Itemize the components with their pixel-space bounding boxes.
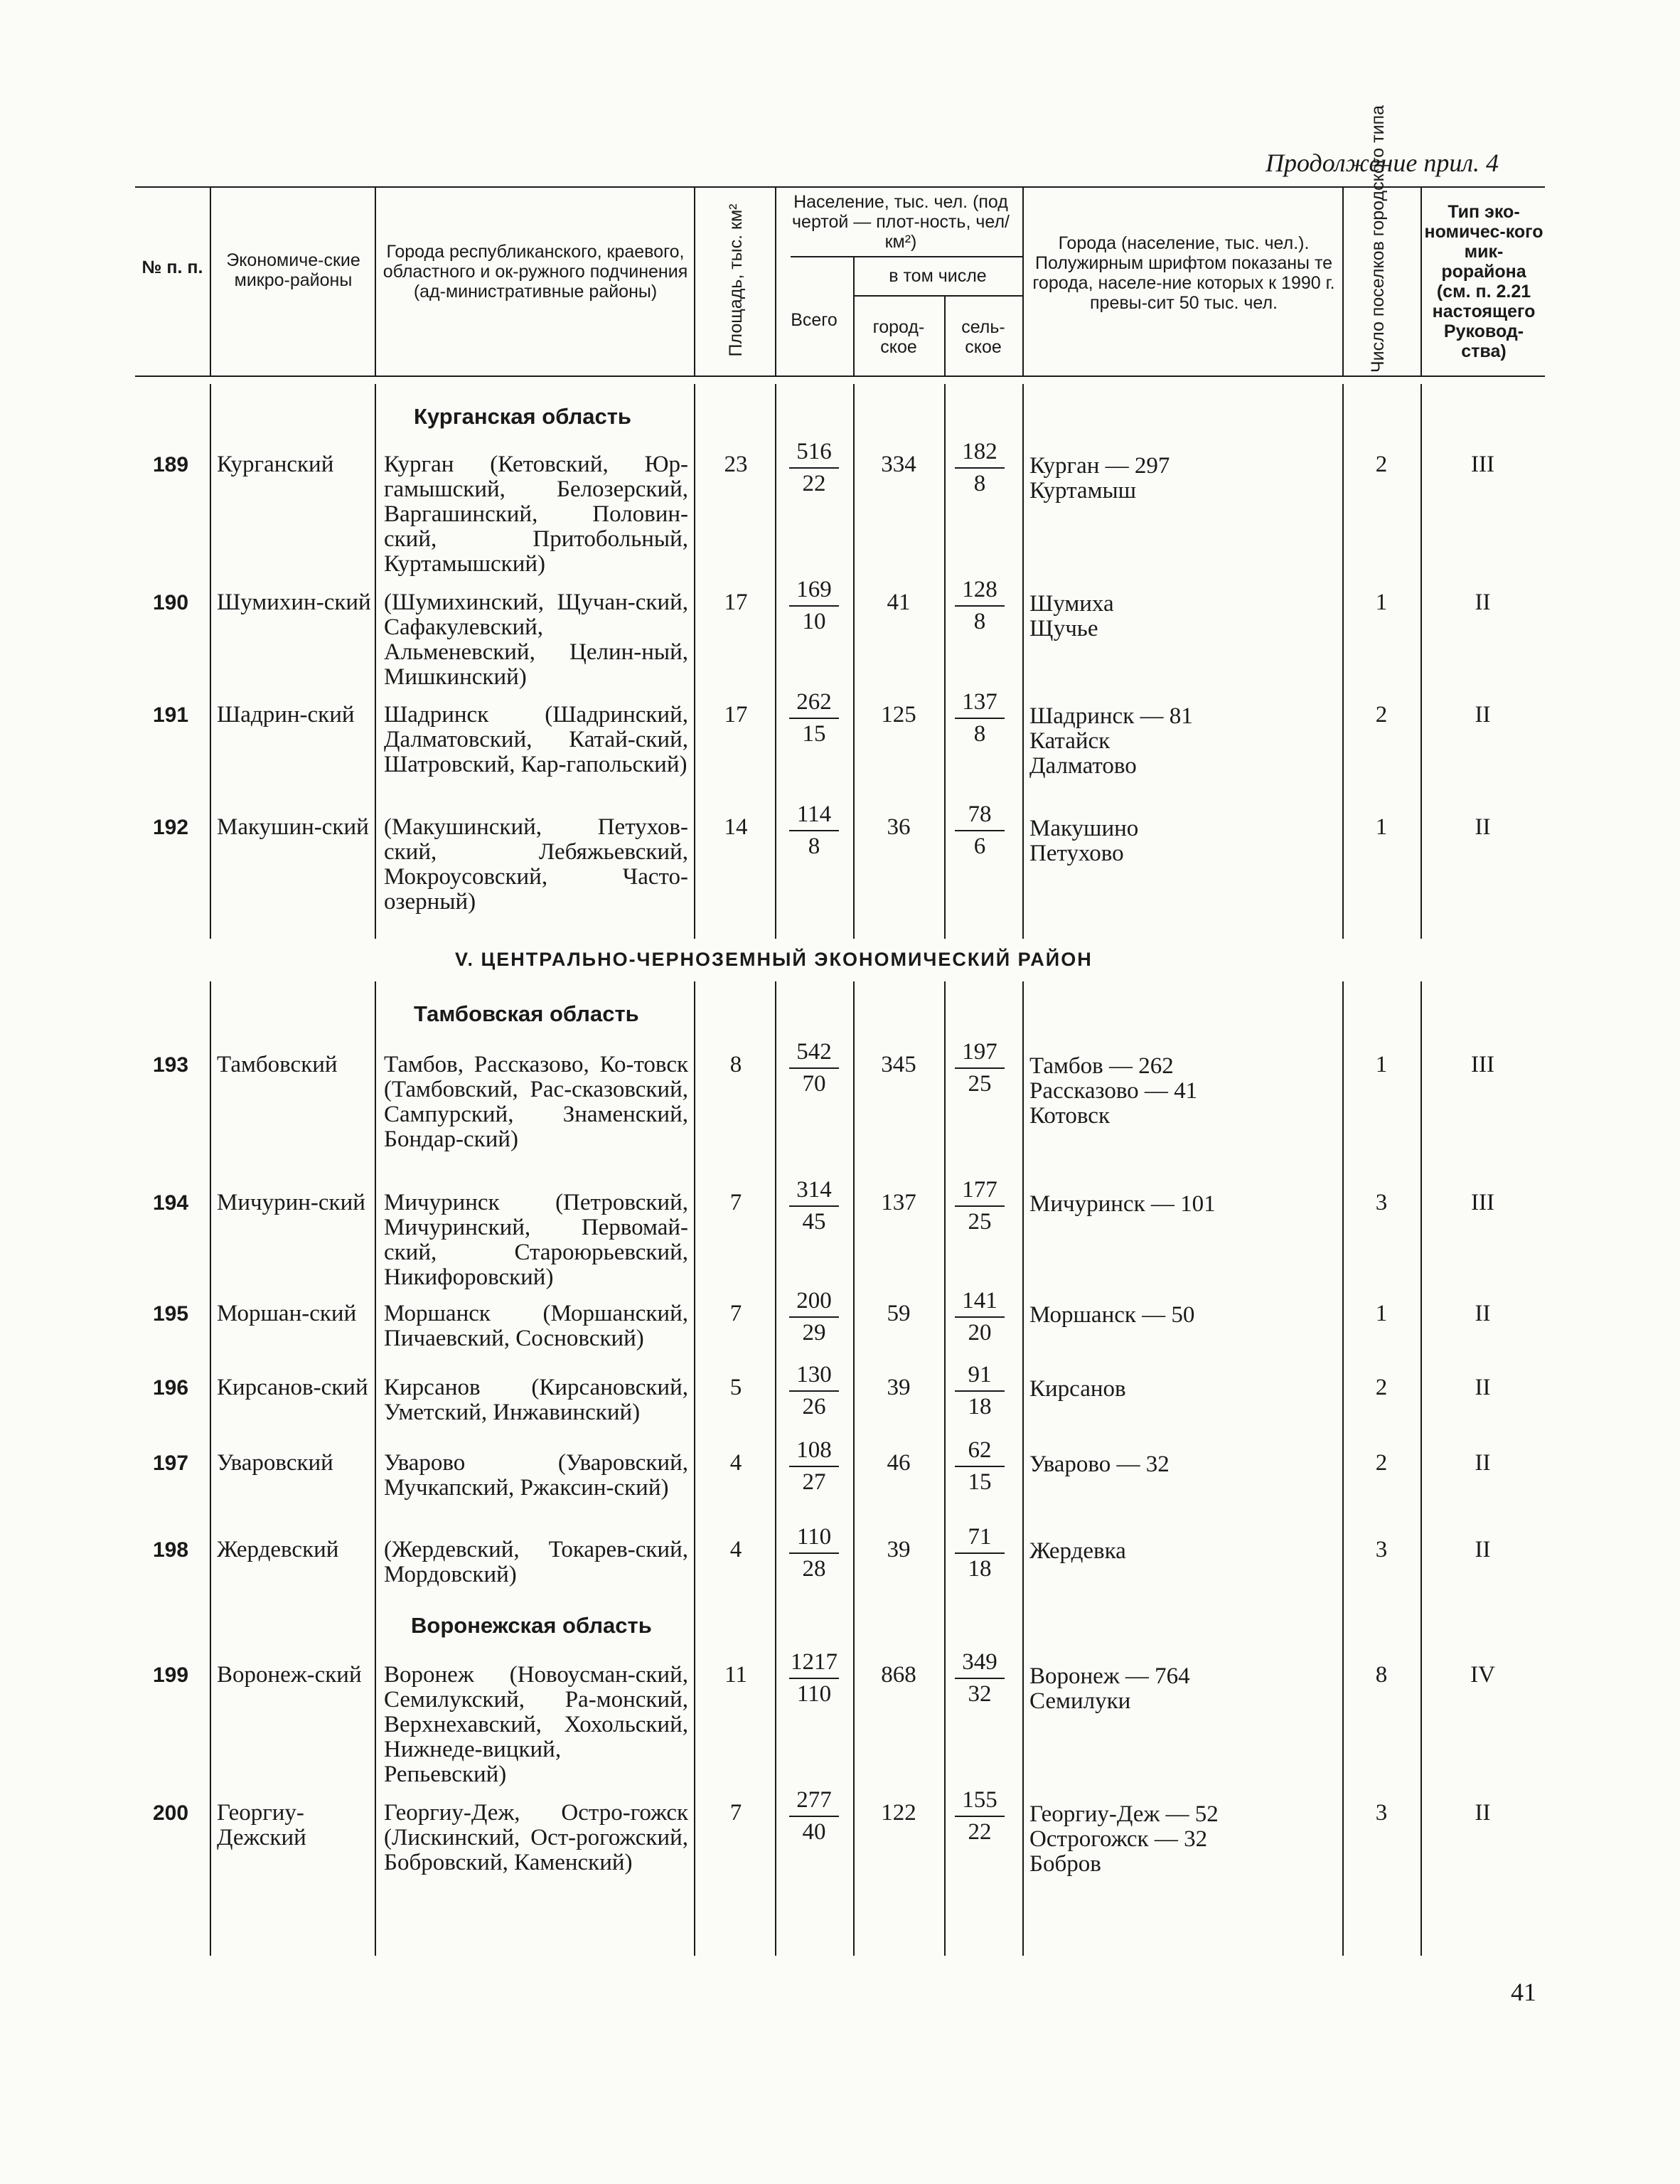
- town-entry: Макушино: [1029, 816, 1139, 841]
- total-density: 26: [802, 1394, 826, 1419]
- cities-districts: (Шумихинский, Щучан-ский, Сафакулевский, Альменевский, Целин-ный, Мишкинский): [384, 590, 688, 690]
- body-vline: [853, 981, 855, 1956]
- rural-population: 91: [955, 1363, 1005, 1392]
- total-population: 1217: [789, 1650, 839, 1679]
- total-fraction: [789, 577, 839, 634]
- hdr-vline: [210, 186, 211, 375]
- total-population: 542: [789, 1040, 839, 1069]
- total-density: 27: [802, 1469, 826, 1495]
- micro-district: Георгиу-Дежский: [217, 1800, 306, 1850]
- total-fraction: [789, 1438, 839, 1495]
- total-fraction: [789, 1363, 839, 1419]
- header-urban: город-ское: [872, 317, 925, 357]
- total-fraction: [789, 802, 839, 859]
- rural-population: 62: [955, 1438, 1005, 1467]
- total-density: 40: [802, 1819, 826, 1845]
- town-entry: Георгиу-Деж — 52: [1029, 1801, 1219, 1827]
- area-value: 17: [724, 590, 748, 615]
- town-entry: Рассказово — 41: [1029, 1078, 1198, 1104]
- total-fraction: [789, 440, 839, 496]
- rural-density: 8: [973, 721, 986, 747]
- header-rural: сель-ское: [961, 317, 1005, 357]
- rural-density: 18: [968, 1394, 992, 1419]
- total-density: 45: [802, 1209, 826, 1235]
- total-density: 28: [802, 1556, 826, 1582]
- total-density: 70: [802, 1071, 826, 1097]
- micro-district: Мичурин-ский: [217, 1190, 365, 1215]
- total-fraction: [789, 1040, 839, 1097]
- total-population: 169: [789, 577, 839, 607]
- cities-districts: (Жердевский, Токарев-ский, Мордовский): [384, 1537, 688, 1587]
- town-entry: Моршанск — 50: [1029, 1302, 1195, 1328]
- total-population: 114: [789, 802, 839, 831]
- settlements-count: 8: [1375, 1662, 1388, 1688]
- settlements-count: 3: [1375, 1800, 1388, 1826]
- town-entry: Курган — 297: [1029, 453, 1170, 479]
- town-entry: Воронеж — 764: [1029, 1663, 1190, 1689]
- rural-fraction: [955, 1438, 1005, 1495]
- rural-density: 18: [968, 1556, 992, 1582]
- settlements-count: 1: [1375, 1052, 1388, 1077]
- urban-population: 59: [887, 1301, 911, 1326]
- row-number: 194: [152, 1191, 189, 1215]
- urban-population: 122: [881, 1800, 916, 1826]
- urban-population: 36: [887, 814, 911, 840]
- rural-fraction: [955, 690, 1005, 747]
- population-subrule: [791, 256, 1022, 257]
- total-fraction: [789, 1178, 839, 1235]
- rural-fraction: [955, 1650, 1005, 1707]
- body-vline: [1420, 384, 1422, 939]
- total-population: 262: [789, 690, 839, 719]
- towns-list: [1029, 816, 1335, 866]
- total-density: 15: [802, 721, 826, 747]
- town-entry: Бобров: [1029, 1851, 1101, 1877]
- town-entry: Тамбов — 262: [1029, 1053, 1174, 1079]
- settlements-count: 3: [1375, 1537, 1388, 1562]
- total-population: 314: [789, 1178, 839, 1207]
- section-voronezh: Воронежская область: [411, 1613, 652, 1638]
- rural-fraction: [955, 1178, 1005, 1235]
- town-entry: Петухово: [1029, 841, 1124, 866]
- area-value: 7: [729, 1301, 742, 1326]
- body-vline: [210, 384, 211, 939]
- total-density: 8: [808, 833, 820, 859]
- cities-districts: (Макушинский, Петухов-ский, Лебяжьевский, Мокроусовский, Часто-озерный): [384, 814, 688, 915]
- rural-population: 141: [955, 1289, 1005, 1318]
- cities-districts: Воронеж (Новоусман-ский, Семилукский, Ра-монский, Верхнехавский, Хохольский, Нижнеде-вицкий, Репьевский): [384, 1662, 688, 1787]
- body-vline: [1022, 384, 1024, 939]
- area-value: 7: [729, 1800, 742, 1826]
- header-towns: Города (население, тыс. чел.). Полужирным шрифтом показаны те города, населе-ние которых к 1990 г. превы-сит 50 тыс. чел.: [1032, 233, 1335, 313]
- settlements-count: 2: [1375, 702, 1388, 728]
- urban-population: 334: [881, 452, 916, 477]
- row-number: 191: [152, 703, 189, 727]
- row-number: 197: [152, 1451, 189, 1475]
- micro-district: Макушин-ский: [217, 814, 369, 840]
- rural-density: 25: [968, 1071, 992, 1097]
- area-value: 23: [724, 452, 748, 477]
- rural-population: 137: [955, 690, 1005, 719]
- page-number: 41: [1511, 1978, 1536, 2006]
- town-entry: Жердевка: [1029, 1538, 1126, 1564]
- total-population: 110: [789, 1525, 839, 1554]
- urban-population: 868: [881, 1662, 916, 1688]
- total-population: 200: [789, 1289, 839, 1318]
- rural-fraction: [955, 1525, 1005, 1582]
- urban-population: 125: [881, 702, 916, 728]
- urban-population: 46: [887, 1450, 911, 1476]
- section-tambov: Тамбовская область: [414, 1001, 639, 1026]
- micro-district: Жердевский: [217, 1537, 339, 1562]
- town-entry: Далматово: [1029, 753, 1137, 779]
- rural-fraction: [955, 1363, 1005, 1419]
- row-number: 196: [152, 1376, 189, 1400]
- settlements-count: 2: [1375, 452, 1388, 477]
- town-entry: Мичуринск — 101: [1029, 1191, 1216, 1217]
- header-type: Тип эко-номичес-кого мик-рорайона (см. п. 2.21 настоящего Руковод-ства): [1424, 202, 1543, 361]
- total-density: 110: [796, 1681, 832, 1707]
- body-vline: [1342, 384, 1344, 939]
- total-fraction: [789, 1289, 839, 1346]
- rural-density: 20: [968, 1320, 992, 1346]
- towns-list: [1029, 704, 1335, 779]
- row-number: 198: [152, 1538, 189, 1562]
- rural-fraction: [955, 1788, 1005, 1845]
- rural-population: 182: [955, 440, 1005, 469]
- cities-districts: Уварово (Уваровский, Мучкапский, Ржаксин-ский): [384, 1450, 688, 1501]
- total-population: 130: [789, 1363, 839, 1392]
- rural-density: 15: [968, 1469, 992, 1495]
- rural-fraction: [955, 802, 1005, 859]
- area-value: 17: [724, 702, 748, 728]
- town-entry: Острогожск — 32: [1029, 1826, 1208, 1852]
- body-vline: [694, 981, 695, 1956]
- hdr-vline: [1342, 186, 1344, 375]
- micro-type: II: [1475, 1537, 1491, 1562]
- body-vline: [775, 384, 776, 939]
- towns-list: [1029, 1377, 1335, 1402]
- hdr-vline: [694, 186, 695, 375]
- header-micro: Экономиче-ские микро-районы: [226, 250, 360, 290]
- micro-type: IV: [1470, 1662, 1495, 1688]
- header-in-number: в том числе: [889, 266, 987, 286]
- body-vline: [210, 981, 211, 1956]
- rural-density: 8: [973, 471, 986, 496]
- town-entry: Катайск: [1029, 728, 1111, 754]
- body-vline: [694, 384, 695, 939]
- cities-districts: Шадринск (Шадринский, Далматовский, Катай-ский, Шатровский, Кар-гапольский): [384, 702, 688, 777]
- rural-density: 6: [973, 833, 986, 859]
- micro-district: Воронеж-ский: [217, 1662, 362, 1688]
- micro-type: III: [1471, 1190, 1494, 1215]
- towns-list: [1029, 1539, 1335, 1564]
- urban-population: 137: [881, 1190, 916, 1215]
- urban-population: 39: [887, 1537, 911, 1562]
- cities-districts: Тамбов, Рассказово, Ко-товск (Тамбовский, Рас-сказовский, Сампурский, Знаменский, Бондар-ский): [384, 1052, 688, 1152]
- urban-population: 345: [881, 1052, 916, 1077]
- total-population: 108: [789, 1438, 839, 1467]
- total-population: 516: [789, 440, 839, 469]
- settlements-count: 2: [1375, 1375, 1388, 1400]
- rural-population: 128: [955, 577, 1005, 607]
- total-fraction: [789, 1650, 839, 1707]
- rural-fraction: [955, 1040, 1005, 1097]
- total-density: 22: [802, 471, 826, 496]
- section-kurgan: Курганская область: [414, 404, 631, 429]
- rural-population: 349: [955, 1650, 1005, 1679]
- row-number: 193: [152, 1053, 189, 1077]
- towns-list: [1029, 592, 1335, 641]
- towns-list: [1029, 1664, 1335, 1714]
- cities-districts: Кирсанов (Кирсановский, Уметский, Инжавинский): [384, 1375, 688, 1425]
- cities-districts: Моршанск (Моршанский, Пичаевский, Сосновский): [384, 1301, 688, 1351]
- settlements-count: 1: [1375, 1301, 1388, 1326]
- header-population: Население, тыс. чел. (под чертой — плот-ность, чел/км²): [792, 192, 1010, 252]
- rural-population: 71: [955, 1525, 1005, 1554]
- rural-population: 197: [955, 1040, 1005, 1069]
- hdr-vline: [1022, 186, 1024, 375]
- area-value: 4: [729, 1537, 742, 1562]
- town-entry: Семилуки: [1029, 1688, 1131, 1714]
- urban-population: 39: [887, 1375, 911, 1400]
- micro-type: III: [1471, 1052, 1494, 1077]
- row-number: 189: [152, 453, 189, 476]
- rural-density: 25: [968, 1209, 992, 1235]
- chapter-title: V. ЦЕНТРАЛЬНО-ЧЕРНОЗЕМНЫЙ ЭКОНОМИЧЕСКИЙ РАЙОН: [455, 949, 1093, 970]
- rural-fraction: [955, 440, 1005, 496]
- towns-list: [1029, 1802, 1335, 1877]
- rural-fraction: [955, 577, 1005, 634]
- towns-list: [1029, 454, 1335, 504]
- town-entry: Щучье: [1029, 616, 1098, 641]
- micro-district: Кирсанов-ский: [217, 1375, 368, 1400]
- town-entry: Шадринск — 81: [1029, 703, 1193, 729]
- town-entry: Шумиха: [1029, 591, 1114, 617]
- rural-fraction: [955, 1289, 1005, 1346]
- towns-list: [1029, 1054, 1335, 1129]
- micro-type: II: [1475, 1301, 1491, 1326]
- area-value: 11: [724, 1662, 747, 1688]
- hdr-vline: [944, 295, 946, 375]
- town-entry: Куртамыш: [1029, 478, 1137, 504]
- settlements-count: 1: [1375, 814, 1388, 840]
- hdr-vline: [1420, 186, 1422, 375]
- area-value: 14: [724, 814, 748, 840]
- area-value: 7: [729, 1190, 742, 1215]
- header-no: № п. п.: [141, 257, 203, 277]
- settlements-count: 3: [1375, 1190, 1388, 1215]
- cities-districts: Георгиу-Деж, Остро-гожск (Лискинский, Ост-рогожский, Бобровский, Каменский): [384, 1800, 688, 1875]
- micro-type: II: [1475, 590, 1491, 615]
- header-total: Всего: [791, 310, 838, 330]
- body-vline: [944, 384, 946, 939]
- micro-district: Шадрин-ский: [217, 702, 355, 728]
- total-population: 277: [789, 1788, 839, 1817]
- rural-density: 8: [973, 609, 986, 634]
- settlements-count: 1: [1375, 590, 1388, 615]
- rural-population: 177: [955, 1178, 1005, 1207]
- hdr-vline: [375, 186, 376, 375]
- towns-list: [1029, 1452, 1335, 1477]
- rural-density: 22: [968, 1819, 992, 1845]
- micro-type: II: [1475, 1800, 1491, 1826]
- micro-district: Моршан-ский: [217, 1301, 357, 1326]
- total-fraction: [789, 690, 839, 747]
- total-density: 29: [802, 1320, 826, 1346]
- micro-type: II: [1475, 702, 1491, 728]
- cities-districts: Курган (Кетовский, Юр-гамышский, Белозерский, Варгашинский, Половин-ский, Притобольный, Куртамышский): [384, 452, 688, 577]
- micro-type: II: [1475, 814, 1491, 840]
- table-top-rule: [135, 186, 1545, 188]
- body-vline: [853, 384, 855, 939]
- population-subrule-2: [853, 295, 1022, 297]
- body-vline: [775, 981, 776, 1956]
- town-entry: Котовск: [1029, 1103, 1110, 1129]
- micro-district: Уваровский: [217, 1450, 333, 1476]
- towns-list: [1029, 1303, 1335, 1328]
- rural-density: 32: [968, 1681, 992, 1707]
- body-vline: [1022, 981, 1024, 1956]
- micro-district: Шумихин-ский: [217, 590, 371, 615]
- settlements-count: 2: [1375, 1450, 1388, 1476]
- hdr-vline: [853, 256, 855, 375]
- header-cities: Города республиканского, краевого, областного и ок-ружного подчинения (ад-министративные районы): [382, 242, 688, 302]
- row-number: 192: [152, 816, 189, 839]
- row-number: 199: [152, 1663, 189, 1687]
- body-vline: [375, 981, 376, 1956]
- total-fraction: [789, 1788, 839, 1845]
- micro-district: Тамбовский: [217, 1052, 338, 1077]
- area-value: 8: [729, 1052, 742, 1077]
- cities-districts: Мичуринск (Петровский, Мичуринский, Первомай-ский, Староюрьевский, Никифоровский): [384, 1190, 688, 1290]
- town-entry: Кирсанов: [1029, 1376, 1126, 1402]
- total-density: 10: [802, 609, 826, 634]
- body-vline: [1420, 981, 1422, 1956]
- rural-population: 78: [955, 802, 1005, 831]
- header-area: Площадь, тыс. км²: [726, 203, 746, 357]
- hdr-vline: [775, 186, 776, 375]
- header-bottom-rule: [135, 375, 1545, 377]
- row-number: 190: [152, 591, 189, 614]
- body-vline: [375, 384, 376, 939]
- row-number: 200: [152, 1801, 189, 1825]
- micro-type: III: [1471, 452, 1494, 477]
- total-fraction: [789, 1525, 839, 1582]
- town-entry: Уварово — 32: [1029, 1451, 1170, 1477]
- area-value: 4: [729, 1450, 742, 1476]
- header-settlements: Число поселков городского типа: [1368, 105, 1388, 373]
- area-value: 5: [729, 1375, 742, 1400]
- micro-district: Курганский: [217, 452, 334, 477]
- towns-list: [1029, 1192, 1335, 1217]
- body-vline: [944, 981, 946, 1956]
- running-head: Продолжение прил. 4: [1266, 149, 1499, 177]
- micro-type: II: [1475, 1450, 1491, 1476]
- micro-type: II: [1475, 1375, 1491, 1400]
- rural-population: 155: [955, 1788, 1005, 1817]
- body-vline: [1342, 981, 1344, 1956]
- row-number: 195: [152, 1302, 189, 1326]
- urban-population: 41: [887, 590, 911, 615]
